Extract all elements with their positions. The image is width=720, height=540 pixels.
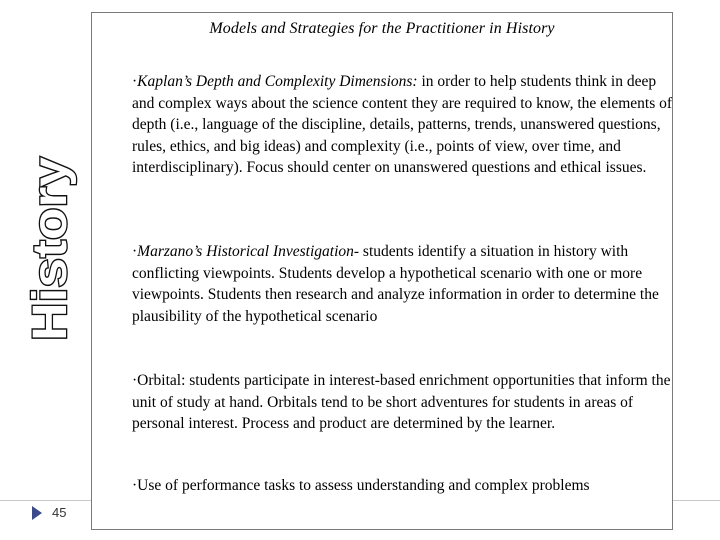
- item-text: Use of performance tasks to assess understanding and complex problems: [137, 477, 590, 494]
- slide-pointer-icon: [32, 506, 42, 520]
- bullet-icon: ·: [132, 73, 138, 90]
- bullet-icon: ·: [132, 243, 138, 260]
- item-text: students identify a situation in history with conflicting viewpoints. Students develop a hypothetical scenario with one or more viewpoints. Students then research and analyze information in order to determine the plausibility of the hypothetical scenario: [132, 243, 659, 325]
- side-title-graphic: [22, 155, 80, 345]
- page-number: 45: [52, 505, 67, 520]
- bullet-icon: ·: [132, 372, 138, 389]
- content-panel: [91, 12, 673, 530]
- bullet-icon: ·: [132, 477, 138, 494]
- list-item-marzano: [132, 241, 672, 327]
- list-item-orbital: [132, 370, 672, 435]
- item-text: in order to help students think in deep and complex ways about the science content they are required to know, the elements of depth (i.e., language of the discipline, details, patterns, trends, unanswered questions, rules, ethics, and big ideas) and complexity (i.e., points of view, over time, and interdisciplinary). Focus should center on unanswered questions and ethical issues.: [132, 73, 673, 177]
- item-lead: Marzano’s Historical Investigation-: [137, 243, 360, 260]
- list-item-performance-tasks: [132, 475, 672, 497]
- item-lead: Kaplan’s Depth and Complexity Dimensions:: [137, 73, 418, 90]
- side-title: [22, 155, 80, 345]
- item-text: Orbital: students participate in interest-based enrichment opportunities that inform the unit of study at hand. Orbitals tend to be short adventures for students in areas of personal interest. Process and product are determined by the learner.: [132, 372, 671, 433]
- list-item-kaplan: [132, 71, 672, 179]
- panel-title: Models and Strategies for the Practitioner in History: [209, 20, 555, 37]
- side-title-text: History: [24, 175, 77, 341]
